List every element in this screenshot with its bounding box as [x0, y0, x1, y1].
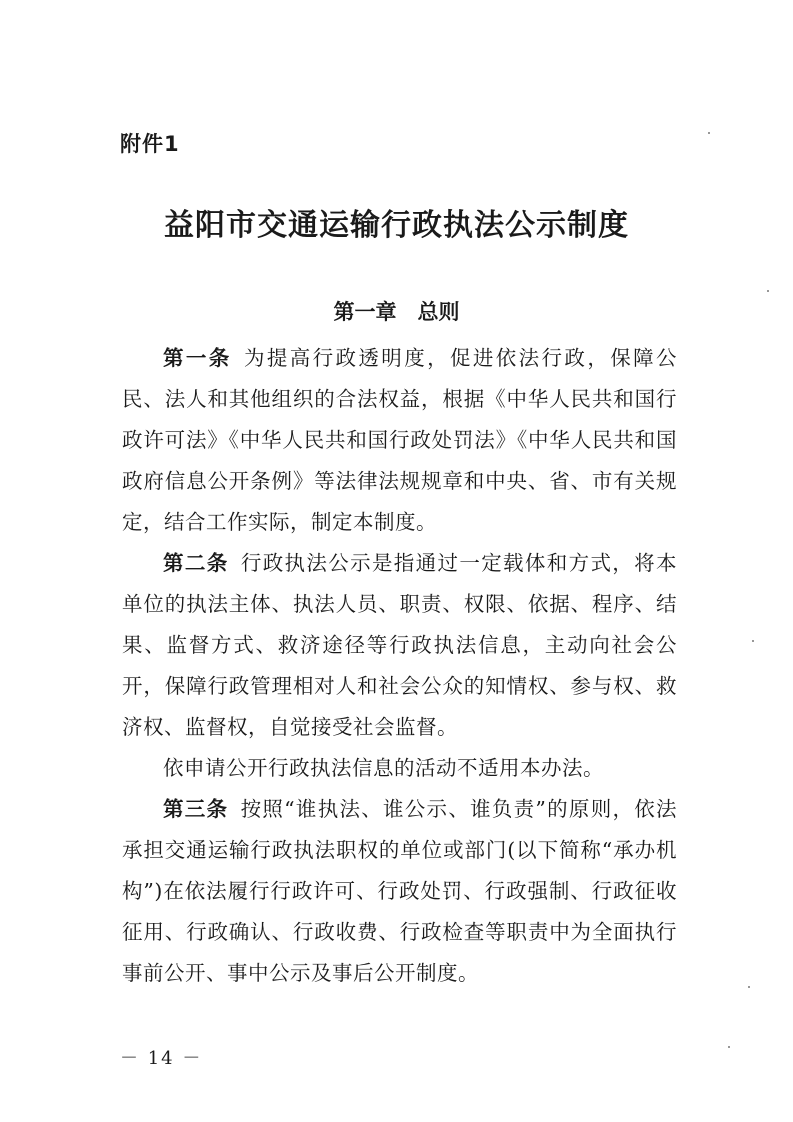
article-text: 为提高行政透明度，促进依法行政，保障公民、法人和其他组织的合法权益，根据《中华人民共和国行政许可法》《中华人民共和国行政处罚法》《中华人民共和国政府信息公开条例》等法律法规规章和中央、省、市有关规定，结合工作实际，制定本制度。 — [122, 346, 677, 534]
scan-speck — [752, 640, 754, 642]
article-paragraph-3 — [122, 789, 677, 994]
paragraph-text: 依申请公开行政执法信息的活动不适用本办法。 — [163, 756, 604, 780]
scan-speck — [767, 290, 769, 292]
attachment-label: 附件1 — [120, 132, 180, 156]
document-title: 益阳市交通运输行政执法公示制度 — [164, 208, 629, 243]
page-number: － 14 － — [120, 1048, 203, 1069]
article-paragraph-2 — [122, 543, 677, 748]
article-label: 第二条 — [163, 551, 229, 575]
article-text: 行政执法公示是指通过一定载体和方式，将本单位的执法主体、执法人员、职责、权限、依据、程序、结果、监督方式、救济途径等行政执法信息，主动向社会公开，保障行政管理相对人和社会公众的知情权、参与权、救济权、监督权，自觉接受社会监督。 — [122, 551, 678, 739]
document-body — [122, 338, 677, 994]
scan-speck — [728, 1046, 730, 1048]
article-label: 第三条 — [163, 797, 229, 821]
article-paragraph-1 — [122, 338, 677, 543]
scan-speck — [708, 132, 710, 134]
article-text: 按照“谁执法、谁公示、谁负责”的原则，依法承担交通运输行政执法职权的单位或部门(以下简称“承办机构”)在依法履行行政许可、行政处罚、行政强制、行政征收征用、行政确认、行政收费、行政检查等职责中为全面执行事前公开、事中公示及事后公开制度。 — [122, 797, 678, 985]
scan-speck — [748, 986, 750, 988]
plain-paragraph — [122, 748, 677, 789]
chapter-heading: 第一章 总则 — [333, 300, 460, 324]
article-label: 第一条 — [163, 346, 232, 370]
